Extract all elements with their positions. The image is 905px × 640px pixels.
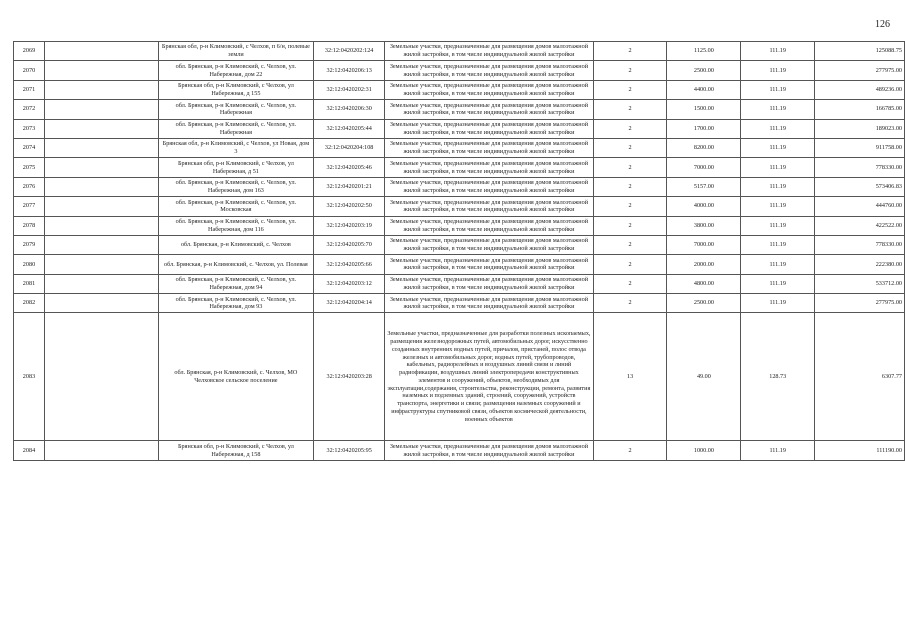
cadastral-number-cell: 32:12:0420205:46 [314, 158, 385, 177]
area-cell: 4000.00 [667, 197, 741, 216]
cadastral-number-cell: 32:12:0420201:21 [314, 177, 385, 196]
group-cell: 2 [593, 100, 667, 119]
address-cell: Брянская обл, р-н Климовский, с Челхов, ул Новая, дом 3 [158, 138, 314, 157]
table-row [14, 235, 905, 254]
cadastral-number-cell: 32:12:0420205:44 [314, 119, 385, 138]
area-cell: 5157.00 [667, 177, 741, 196]
table-row [14, 138, 905, 157]
blank-cell [44, 119, 158, 138]
group-cell: 2 [593, 441, 667, 460]
blank-cell [44, 80, 158, 99]
land-purpose-cell: Земельные участки, предназначенные для размещения домов малоэтажной жилой застройки, в том числе индивидуальной жилой застройки [385, 100, 594, 119]
cadastral-number-cell: 32:12:0420205:70 [314, 235, 385, 254]
area-cell: 1000.00 [667, 441, 741, 460]
area-cell: 2000.00 [667, 255, 741, 274]
row-number: 2073 [14, 119, 45, 138]
table-row [14, 294, 905, 313]
cadastral-value-cell: 489236.00 [815, 80, 905, 99]
blank-cell [44, 177, 158, 196]
address-cell: Брянская обл, р-н Климовский, с Челхов, ул Набережная, д 155 [158, 80, 314, 99]
page-number: 126 [875, 19, 890, 30]
row-number: 2074 [14, 138, 45, 157]
table-row [14, 119, 905, 138]
land-purpose-cell: Земельные участки, предназначенные для размещения домов малоэтажной жилой застройки, в том числе индивидуальной жилой застройки [385, 61, 594, 80]
rate-cell: 111.19 [741, 216, 815, 235]
land-purpose-cell: Земельные участки, предназначенные для размещения домов малоэтажной жилой застройки, в том числе индивидуальной жилой застройки [385, 216, 594, 235]
row-number: 2069 [14, 42, 45, 61]
cadastral-number-cell: 32:12:0420205:95 [314, 441, 385, 460]
cadastral-value-cell: 189023.00 [815, 119, 905, 138]
address-cell: Брянская обл, р-н Климовский, с Челхов, ул Набережная, д 158 [158, 441, 314, 460]
table-row [14, 274, 905, 293]
cadastral-value-cell: 778330.00 [815, 235, 905, 254]
table-row [14, 255, 905, 274]
cadastral-value-cell: 444760.00 [815, 197, 905, 216]
table-row [14, 100, 905, 119]
address-cell: обл. Брянская, р-н Климовский, с. Челхов, ул. Набережная, дом 22 [158, 61, 314, 80]
address-cell: обл. Брянская, р-н Климовский, с. Челхов, ул. Набережная, дом 163 [158, 177, 314, 196]
group-cell: 2 [593, 197, 667, 216]
area-cell: 49.00 [667, 313, 741, 441]
cadastral-number-cell: 32:12:0420204:108 [314, 138, 385, 157]
blank-cell [44, 313, 158, 441]
area-cell: 7000.00 [667, 158, 741, 177]
rate-cell: 111.19 [741, 100, 815, 119]
address-cell: обл. Брянская, р-н Климовский, с. Челхов, МО Челховское сельское поселение [158, 313, 314, 441]
cadastral-number-cell: 32:12:0420203:28 [314, 313, 385, 441]
blank-cell [44, 441, 158, 460]
rate-cell: 111.19 [741, 61, 815, 80]
table-row [14, 61, 905, 80]
land-purpose-cell: Земельные участки, предназначенные для размещения домов малоэтажной жилой застройки, в том числе индивидуальной жилой застройки [385, 274, 594, 293]
group-cell: 2 [593, 216, 667, 235]
cadastral-value-cell: 533712.00 [815, 274, 905, 293]
address-cell: обл. Брянская, р-н Климовский, с. Челхов, ул. Набережная [158, 119, 314, 138]
blank-cell [44, 235, 158, 254]
table-row [14, 441, 905, 460]
group-cell: 2 [593, 119, 667, 138]
address-cell: Брянская обл, р-н Климовский, с Челхов, п 6/н, полевые земли [158, 42, 314, 61]
row-number: 2084 [14, 441, 45, 460]
group-cell: 13 [593, 313, 667, 441]
address-cell: обл. Брянская, р-н Климовский, с. Челхов, ул. Набережная, дом 94 [158, 274, 314, 293]
table-row [14, 197, 905, 216]
rate-cell: 111.19 [741, 441, 815, 460]
rate-cell: 111.19 [741, 177, 815, 196]
land-purpose-cell: Земельные участки, предназначенные для размещения домов малоэтажной жилой застройки, в том числе индивидуальной жилой застройки [385, 138, 594, 157]
area-cell: 3800.00 [667, 216, 741, 235]
cadastral-number-cell: 32:12:0420206:13 [314, 61, 385, 80]
address-cell: обл. Брянская, р-н Климовский, с. Челхов, ул. Полевая [158, 255, 314, 274]
rate-cell: 111.19 [741, 294, 815, 313]
row-number: 2077 [14, 197, 45, 216]
land-purpose-cell: Земельные участки, предназначенные для разработки полезных ископаемых, размещения железнодорожных путей, автомобильных дорог, искусственно созданных внутренних водных путей, причалов, пристаней, полос отвода железных и автомобильных дорог, водных путей, трубопроводов, кабельных, радиорелейных и воздушных линий связи и линий радиофикации, воздушных линий электропередачи конструктивных элементов и сооружений, объектов, необходимых для эксплуатации,содержания, строительства, реконструкции, ремонта, развития наземных и подземных зданий, строений, сооружений, устройств транспорта, энергетики и связи; размещения наземных сооружений и инфраструктуры спутниковой связи, объектов космической деятельности, военных объектов [385, 313, 594, 441]
address-cell: Брянская обл, р-н Климовский, с Челхов, ул Набережная, д 51 [158, 158, 314, 177]
cadastral-value-cell: 222380.00 [815, 255, 905, 274]
row-number: 2072 [14, 100, 45, 119]
cadastral-number-cell: 32:12:0420202:124 [314, 42, 385, 61]
area-cell: 4800.00 [667, 274, 741, 293]
row-number: 2079 [14, 235, 45, 254]
land-purpose-cell: Земельные участки, предназначенные для размещения домов малоэтажной жилой застройки, в том числе индивидуальной жилой застройки [385, 197, 594, 216]
row-number: 2075 [14, 158, 45, 177]
table-row [14, 177, 905, 196]
rate-cell: 111.19 [741, 42, 815, 61]
land-purpose-cell: Земельные участки, предназначенные для размещения домов малоэтажной жилой застройки, в том числе индивидуальной жилой застройки [385, 80, 594, 99]
table-row [14, 158, 905, 177]
cadastral-number-cell: 32:12:0420205:66 [314, 255, 385, 274]
cadastral-number-cell: 32:12:0420202:50 [314, 197, 385, 216]
land-purpose-cell: Земельные участки, предназначенные для размещения домов малоэтажной жилой застройки, в том числе индивидуальной жилой застройки [385, 177, 594, 196]
group-cell: 2 [593, 158, 667, 177]
cadastral-value-cell: 422522.00 [815, 216, 905, 235]
cadastral-value-cell: 277975.00 [815, 294, 905, 313]
group-cell: 2 [593, 235, 667, 254]
land-register-table [13, 41, 905, 461]
cadastral-number-cell: 32:12:0420204:14 [314, 294, 385, 313]
land-purpose-cell: Земельные участки, предназначенные для размещения домов малоэтажной жилой застройки, в том числе индивидуальной жилой застройки [385, 42, 594, 61]
rate-cell: 111.19 [741, 138, 815, 157]
area-cell: 2500.00 [667, 294, 741, 313]
land-purpose-cell: Земельные участки, предназначенные для размещения домов малоэтажной жилой застройки, в том числе индивидуальной жилой застройки [385, 294, 594, 313]
cadastral-value-cell: 573406.83 [815, 177, 905, 196]
area-cell: 1700.00 [667, 119, 741, 138]
blank-cell [44, 294, 158, 313]
cadastral-number-cell: 32:12:0420202:31 [314, 80, 385, 99]
row-number: 2080 [14, 255, 45, 274]
area-cell: 8200.00 [667, 138, 741, 157]
row-number: 2078 [14, 216, 45, 235]
table-row [14, 42, 905, 61]
group-cell: 2 [593, 294, 667, 313]
blank-cell [44, 42, 158, 61]
group-cell: 2 [593, 138, 667, 157]
land-purpose-cell: Земельные участки, предназначенные для размещения домов малоэтажной жилой застройки, в том числе индивидуальной жилой застройки [385, 158, 594, 177]
group-cell: 2 [593, 80, 667, 99]
blank-cell [44, 197, 158, 216]
address-cell: обл. Брянская, р-н Климовский, с. Челхов, ул. Набережная [158, 100, 314, 119]
cadastral-value-cell: 277975.00 [815, 61, 905, 80]
cadastral-value-cell: 111190.00 [815, 441, 905, 460]
address-cell: обл. Брянская, р-н Климовский, с. Челхов, ул. Набережная, дом 116 [158, 216, 314, 235]
rate-cell: 111.19 [741, 274, 815, 293]
blank-cell [44, 255, 158, 274]
group-cell: 2 [593, 42, 667, 61]
rate-cell: 111.19 [741, 255, 815, 274]
blank-cell [44, 100, 158, 119]
land-purpose-cell: Земельные участки, предназначенные для размещения домов малоэтажной жилой застройки, в том числе индивидуальной жилой застройки [385, 255, 594, 274]
rate-cell: 111.19 [741, 80, 815, 99]
group-cell: 2 [593, 61, 667, 80]
table-row [14, 313, 905, 441]
cadastral-number-cell: 32:12:0420203:12 [314, 274, 385, 293]
land-purpose-cell: Земельные участки, предназначенные для размещения домов малоэтажной жилой застройки, в том числе индивидуальной жилой застройки [385, 235, 594, 254]
cadastral-value-cell: 6307.77 [815, 313, 905, 441]
table-row [14, 80, 905, 99]
address-cell: обл. Брянская, р-н Климовский, с. Челхов, ул. Московская [158, 197, 314, 216]
land-purpose-cell: Земельные участки, предназначенные для размещения домов малоэтажной жилой застройки, в том числе индивидуальной жилой застройки [385, 441, 594, 460]
rate-cell: 128.73 [741, 313, 815, 441]
cadastral-number-cell: 32:12:0420206:30 [314, 100, 385, 119]
area-cell: 1125.00 [667, 42, 741, 61]
row-number: 2076 [14, 177, 45, 196]
area-cell: 4400.00 [667, 80, 741, 99]
rate-cell: 111.19 [741, 158, 815, 177]
row-number: 2083 [14, 313, 45, 441]
blank-cell [44, 158, 158, 177]
blank-cell [44, 61, 158, 80]
cadastral-number-cell: 32:12:0420203:19 [314, 216, 385, 235]
area-cell: 2500.00 [667, 61, 741, 80]
rate-cell: 111.19 [741, 235, 815, 254]
cadastral-value-cell: 911758.00 [815, 138, 905, 157]
area-cell: 7000.00 [667, 235, 741, 254]
rate-cell: 111.19 [741, 197, 815, 216]
rate-cell: 111.19 [741, 119, 815, 138]
area-cell: 1500.00 [667, 100, 741, 119]
cadastral-value-cell: 778330.00 [815, 158, 905, 177]
address-cell: обл. Брянская, р-н Климовский, с. Челхов [158, 235, 314, 254]
row-number: 2070 [14, 61, 45, 80]
row-number: 2081 [14, 274, 45, 293]
blank-cell [44, 138, 158, 157]
blank-cell [44, 274, 158, 293]
blank-cell [44, 216, 158, 235]
cadastral-value-cell: 166785.00 [815, 100, 905, 119]
table-row [14, 216, 905, 235]
land-purpose-cell: Земельные участки, предназначенные для размещения домов малоэтажной жилой застройки, в том числе индивидуальной жилой застройки [385, 119, 594, 138]
group-cell: 2 [593, 255, 667, 274]
cadastral-value-cell: 125088.75 [815, 42, 905, 61]
group-cell: 2 [593, 177, 667, 196]
row-number: 2071 [14, 80, 45, 99]
group-cell: 2 [593, 274, 667, 293]
address-cell: обл. Брянская, р-н Климовский, с. Челхов, ул. Набережная, дом 93 [158, 294, 314, 313]
row-number: 2082 [14, 294, 45, 313]
